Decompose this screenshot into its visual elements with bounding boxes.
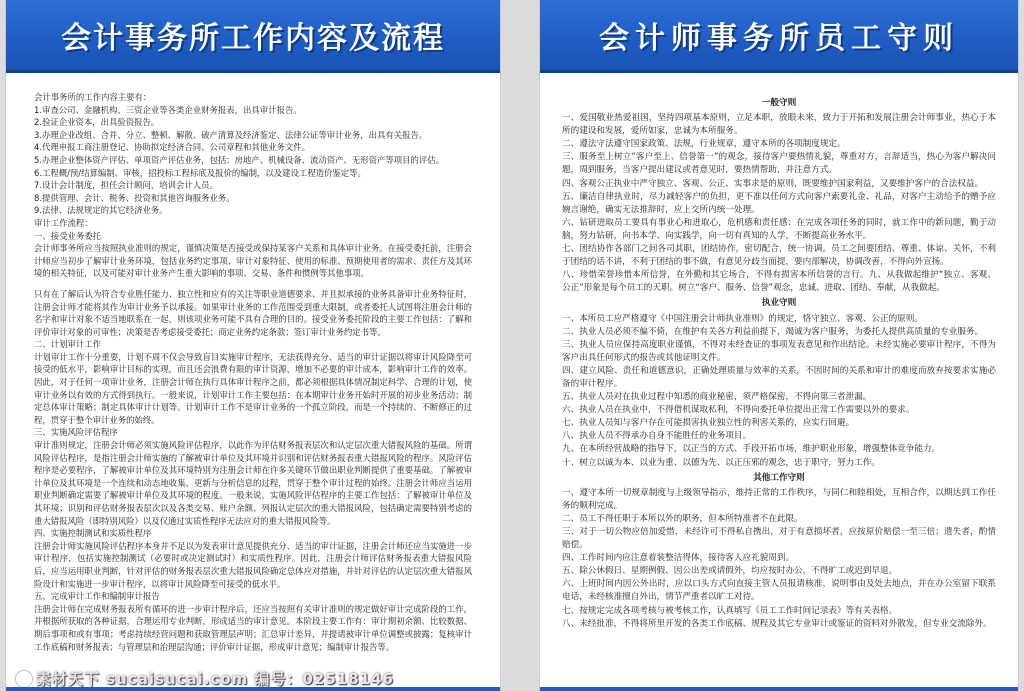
left-title: 会计事务所工作内容及流程 [61,21,445,56]
rule-item: 一、爱国敬业热爱祖国，坚持四项基本原则，立足本职，放眼未来，致力于开拓和发展注册会计师事业，热心于本所的建设和发展，爱所如家，忠诚为本所服务。 [562,113,996,137]
rule-item: 八、珍惜荣誉珍惜本所信誉，在外勤和其它场合，不得有损害本所信誉的言行。九、从我做起维护“独立、客观、公正”形象是每个员工的天职。树立“客户、服务、信誉”观念，忠诚、进取、团结、奉献，从我做起。 [562,270,996,294]
left-paragraph: 注册会计师实施风险评估程序本身并不足以为发表审计意见提供充分、适当的审计证据，注册会计师还应当实施进一步审计程序，包括实施控制测试（必要时或决定测试时）和实质性程序。因此，注册会计师评估财务报表重大错报风险后，应当运用职业判断，针对评估的财务报表层次重大错报风险确定总体应对措施，并针对评估的认定层次重大错报风险设计和实施进一步审计程序，以将审计风险降至可接受的低水平。 [34,540,472,589]
rule-item: 六、上班时间内因公外出时，应以口头方式向直接主管人员报请核准，说明事由及处去地点，并在办公室留下联系电话，未经核准擅自外出，情节严重者以旷工对待。 [562,579,996,603]
left-paragraph: 注册会计师在完成财务报表所有循环的进一步审计程序后，还应当按照有关审计准则的规定做好审计完成阶段的工作，并根据所获取的各种证据，合理运用专业判断，形成适当的审计意见。本阶段主要工作有：审计期初余额、比较数据、期后事项和或有事项；考虑持续经营问题和获取管理层声明；汇总审计差异，并提请被审计单位调整或披露；复核审计工作底稿和财务报表；与管理层和治理层沟通；评价审计证据，形成审计意见；编制审计报告等。 [34,603,472,652]
rule-item: 八、执业人员不得承办自身不能胜任的业务项目。 [562,431,752,442]
left-paragraph: 8.提供管理、会计、税务、投资和其他咨询服务业务。 [34,192,235,203]
section-title-general: 一般守则 [761,98,797,108]
section-title-practice: 执业守则 [761,298,797,309]
right-board [540,0,1018,691]
right-footer-bar [540,687,1018,691]
rule-item: 九、在本所经营战略的指导下，以正当的方式、手段开拓市场，维护职业形象，增强整体竞争能力。 [562,444,941,455]
section-title-other: 其他工作守则 [753,472,805,483]
left-banner [6,0,500,73]
left-paragraph: 6.工程概/预/结算编制、审核，招投标工程标底及报价的编制，以及建设工程造价鉴定等。 [34,167,366,178]
left-paragraph: 7.设计会计制度，担任会计顾问，培训会计人员。 [34,180,218,191]
rule-item: 三、执业人员应保持高度职业谨慎，不得对未经查证的事项发表意见和作出结论。未经实施必要审计程序，不得为客户出具任何形式的报告或其他证明文件。 [562,339,996,363]
left-paragraph: 计划审计工作十分重要，计划不周不仅会导致盲目实施审计程序，无法获得充分、适当的审计证据以将审计风险降至可接受的低水平，影响审计目标的实现，而且还会浪费有限的审计资源，增加不必要的审计成本，影响审计工作的效率。因此，对于任何一项审计业务，注册会计师在执行具体审计程序之前，都必须根据具体情况制定科学、合理的计划，使审计业务以有效的方式得到执行。一般来说，计划审计工作主要包括：在本期审计业务开始时开展的初步业务活动；制定总体审计策略；制定具体审计计划等。计划审计工作不是审计业务的一个孤立阶段，而是一个持续的、不断修正的过程，贯穿于整个审计业务的始终。 [34,351,472,425]
rule-item: 十、树立以诚为本、以业为重、以德为先、以正压邪的观念，忠于职守，努力工作。 [562,457,880,468]
left-paragraph: 3.办理企业改组、合并、分立、整顿、解散、破产清算及经济鉴定、法律公证等审计业务，出具有关报告。 [34,129,428,140]
left-paragraph: 4.代理申报工商注册登记、协助拟定经济合同、公司章程和其他业务文件。 [34,142,310,153]
watermark-text: 素材天下 sucaisucai.com 编号：02518146 [36,670,394,688]
rule-item: 一、本所员工应严格遵守《中国注册会计师执业准则》的规定，恪守独立、客观、公正的原则。 [562,313,923,324]
rule-item: 八、未经批准，不得将所里开发的各类工作底稿、规程及其它专业审计或鉴证的资料对外散发，但专业交流除外。 [562,618,992,629]
left-heading: 四、实施控制测试和实质性程序 [34,528,152,539]
left-paragraph: 会计师事务所应当按照执业准则的规定，谨慎决策是否接受或保持某客户关系和具体审计业务。在接受委托前，注册会计师应当初步了解审计业务环境，包括业务约定事项、审计对象特征、使用的标准、预期使用者的需求、责任方及其环境的相关特征，以及可能对审计业务产生重大影响的事项、交易、条件和惯例等其他事项。 [34,243,472,279]
left-heading: 三、实施风险评估程序 [34,427,118,438]
rule-item: 五、除公休假日、星期例假、因公出差或请假外，均应按时办公，不得旷工或迟到早退。 [562,566,898,577]
rule-item: 四、建立风险、责任和道德意识，正确处理质量与效率的关系，不因时间的关系和审计的难度而放弃按要求实施必备的审计程序。 [562,365,996,389]
left-paragraph: 会计事务所的工作内容主要有： [34,92,152,102]
rule-item: 一、遵守本所一切规章制度与上级领导指示，维持正常的工作秩序，与同仁和睦相处，互相合作，以期达到工作任务的顺利完成。 [562,487,996,511]
rule-item: 三、对于一切公物应倍加爱惜，未经许可不得私自携出，对于有意损坏者，应按原价赔偿一至三倍；遗失者，酌情赔偿。 [562,527,996,551]
rule-item: 四、工作时间内应注意着装整洁得体，接待客人应礼貌周到。 [562,553,795,564]
rule-item: 二、执业人员必须不偏不倚，在维护有关各方利益前提下，竭诚为客户服务，为委托人提供高质量的专业服务。 [562,326,984,337]
left-paragraph: 1.审查公司、金融机构、三资企业等各类企业财务报表，出具审计报告。 [34,104,302,115]
rule-item: 二、员工不得任职于本所以外的职务，但本所特准者不在此限。 [562,513,803,524]
left-paragraph: 5.办理企业整体资产评估、单项资产评估业务，包括：房地产、机械设备、流动资产、无形资产等项目的评估。 [34,154,444,165]
rule-item: 七、团结协作各部门之间各司其职，团结协作，密切配合，统一协调。员工之间要团结、尊重、体谅、关怀，不利于团结的话不讲，不利于团结的事不做，有意见分歧当面提，要内部解决，协调改善，不得向外宣扬。 [562,244,996,268]
left-paragraph: 审计准则规定，注册会计师必须实施风险评估程序，以此作为评估财务报表层次和认定层次重大错报风险的基础。所谓风险评估程序，是指注册会计师实施的了解被审计单位及其环境并识别和评估财务报表重大错报风险的程序。风险评估程序是必要程序，了解被审计单位及其环境特别为注册会计师在许多关键环节做出职业判断提供了重要基础。了解被审计单位及其环境是一个连续和动态地收集、更新与分析信息的过程，贯穿于整个审计过程的始终。注册会计师应当运用职业判断确定需要了解被审计单位及其环境的程度。一般来说，实施风险评估程序的主要工作包括：了解被审计单位及其环境；识别和评估财务报表层次以及各类交易、账户余额、列报认定层次的重大错报风险，包括确定需要特别考虑的重大错报风险（即特别风险）以及仅通过实质性程序无法应对的重大错报风险等。 [34,440,472,526]
left-paragraph: 9.法律、法规规定的其它经济业务。 [34,205,168,216]
left-heading: 二、计划审计工作 [34,339,101,350]
rule-item: 四、客观公正执业中严守独立、客观、公正、实事求是的原则，既要维护国家利益，又要维护客户的合法权益。 [562,178,984,189]
left-content [6,73,500,653]
rule-item: 二、遵法守法遵守国家政策、法规，行业规章，遵守本所的各项制度规定。 [562,139,846,150]
watermark-logo-icon [16,671,32,687]
rule-item: 六、钻研进取员工要具有事业心和进取心，危机感和责任感；在完成各项任务的同时，就工作中的新问题，勤于动脑，努力钻研，向书本学、向实践学，向一切有真知的人学，不断提高业务水平。 [562,217,996,241]
rule-item: 三、服务至上树立“客户至上、信誉第一”的观念，接待客户要热情礼貌，尊重对方，言辞适当，热心为客户解决问题，周到服务，当客户提出建议或者意见时，要热情帮助，并注意方式。 [562,152,996,176]
rule-item: 五、廉洁自律执业时，尽力减轻客户的负担，更不准以任何方式向客户索要礼金、礼品，对客户主动给予的赠予应婉言谢绝，确实无法推辞时，应上交所内统一处理。 [562,191,996,215]
left-paragraph: 2.验证企业资本，出具验资报告。 [34,117,160,128]
right-content [540,73,1018,631]
left-heading: 一、接受业务委托 [34,230,101,241]
rule-item: 七、执业人员知与客户存在可能损害执业独立性的利害关系的，应实行回避。 [562,418,855,429]
left-board [6,0,500,691]
rule-item: 六、执业人员在执业中，不得借机谋取私利，不得向委托单位提出正常工作需要以外的要求。 [562,405,915,416]
left-paragraph: 只有在了解后认为符合专业胜任能力、独立性和应有的关注等职业道德要求、并且拟承接的业务具备审计业务特征时，注册会计师才能将其作为审计业务予以承接。如果审计业务的工作范围受到重大限制，或者委托人试图将注册会计师的名字和审计对象不适当地联系在一起，则该项业务可能不具有合理的目的。接受业务委托阶段的主要工作包括：了解和评价审计对象的可审性；决策是否考虑接受委托；商定业务约定条款；签订审计业务约定书等。 [34,288,472,337]
rule-item: 七、按规定完成各项考核与被考核工作，认真填写《员工工作时间记录表》等有关表格。 [562,605,898,616]
right-title: 会计师事务所员工守则 [599,21,959,56]
left-heading: 五、完成审计工作和编制审计报告 [34,591,160,602]
right-banner [540,0,1018,73]
left-paragraph: 审计工作流程： [34,217,93,228]
rule-item: 五、执业人员对在执业过程中知悉的商业秘密，须严格保密，不得向第三者泄漏。 [562,392,872,403]
watermark [16,668,394,689]
